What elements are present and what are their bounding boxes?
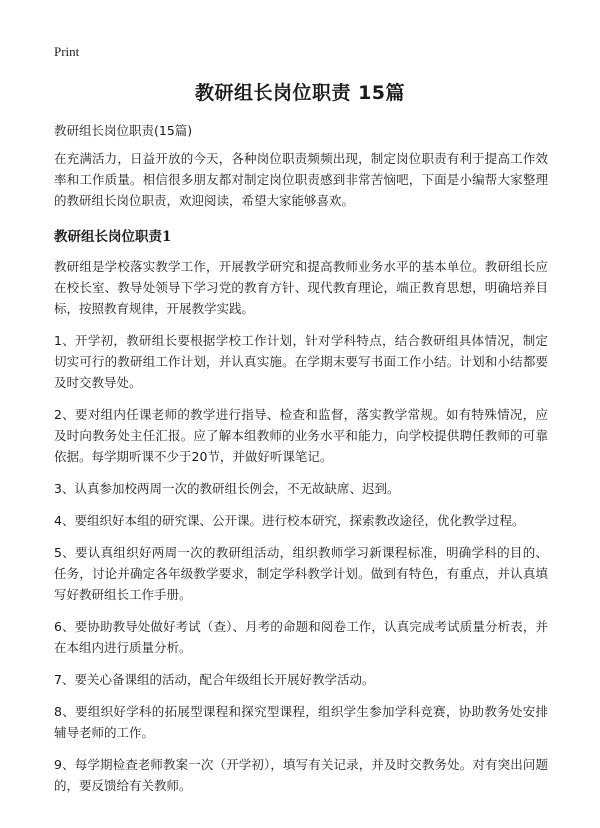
intro-paragraph: 在充满活力，日益开放的今天，各种岗位职责频频出现，制定岗位职责有利于提高工作效率和工作质量。相信很多朋友都对制定岗位职责感到非常苦恼吧，下面是小编帮大家整理的教研组长岗位职责，欢迎阅读，希望大家能够喜欢。: [54, 151, 548, 208]
body-paragraph: 教研组是学校落实教学工作，开展教学研究和提高教师业务水平的基本单位。教研组长应在校长室、教导处领导下学习党的教育方针、现代教育理论，端正教育思想，明确培养目标，按照教育规律，开展教学实践。: [54, 259, 548, 316]
body-paragraph: 5、要认真组织好两周一次的教研组活动，组织教师学习新课程标准，明确学科的目的、任务，讨论并确定各年级教学要求，制定学科教学计划。做到有特色，有重点，并认真填写好教研组长工作手册。: [54, 545, 548, 602]
page-title: 教研组长岗位职责 15篇: [194, 82, 406, 104]
section-heading: 教研组长岗位职责1: [54, 229, 172, 245]
body-paragraph: 8、要组织好学科的拓展型课程和探究型课程，组织学生参加学科竞赛，协助教务处安排辅导老师的工作。: [54, 704, 548, 740]
body-paragraph: 3、认真参加校两周一次的教研组长例会，不无故缺席、迟到。: [54, 481, 400, 496]
body-paragraph: 7、要关心备课组的活动，配合年级组长开展好教学活动。: [54, 672, 375, 687]
body-paragraph: 4、要组织好本组的研究课、公开课。进行校本研究，探索教改途径，优化教学过程。: [54, 513, 525, 528]
document-body: [54, 148, 548, 807]
print-link[interactable]: Print: [54, 44, 80, 59]
body-paragraph: 1、开学初，教研组长要根据学校工作计划，针对学科特点，结合教研组具体情况，制定切实可行的教研组工作计划，并认真实施。在学期末要写书面工作小结。计划和小结都要及时交教导处。: [54, 333, 548, 390]
document-subtitle: 教研组长岗位职责(15篇): [54, 123, 193, 138]
body-paragraph: 2、要对组内任课老师的教学进行指导、检查和监督，落实教学常规。如有特殊情况，应及时向教务处主任汇报。应了解本组教师的业务水平和能力，向学校提供聘任教师的可靠依据。每学期听课不少于20节，并做好听课笔记。: [54, 407, 548, 464]
body-paragraph: 6、要协助教导处做好考试（查）、月考的命题和阅卷工作，认真完成考试质量分析表，并在本组内进行质量分析。: [54, 619, 548, 655]
body-paragraph: 9、每学期检查老师教案一次（开学初），填写有关记录，并及时交教务处。对有突出问题的，要反馈给有关教师。: [54, 757, 548, 793]
